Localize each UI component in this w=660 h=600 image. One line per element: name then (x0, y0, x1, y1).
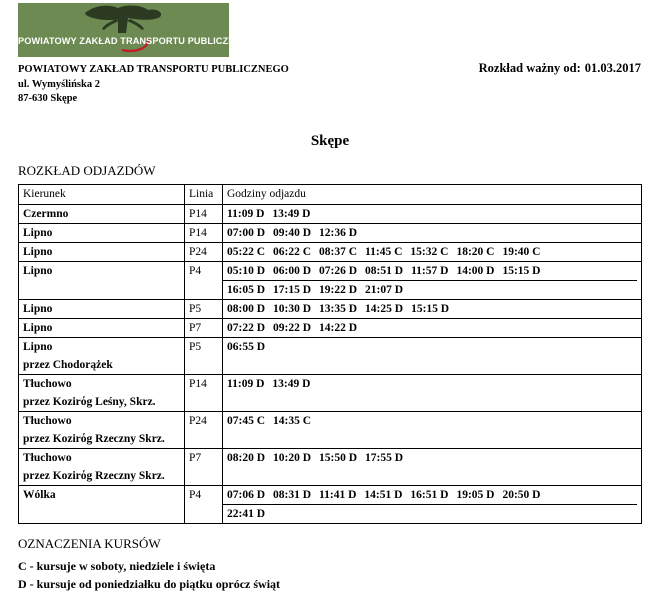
departure-time: 11:09 D (227, 378, 265, 390)
row-times (223, 243, 642, 262)
departure-time: 16:05 D (227, 284, 266, 296)
logo-text: POWIATOWY ZAKŁAD TRANSPORTU PUBLICZNEGO (18, 36, 256, 46)
departure-time: 14:25 D (365, 303, 404, 315)
departure-time: 19:22 D (319, 284, 358, 296)
departure-time: 08:31 D (273, 489, 312, 501)
departure-time: 21:07 D (365, 284, 404, 296)
departure-time: 08:00 D (227, 303, 266, 315)
departure-time: 14:35 C (273, 415, 312, 427)
row-direction (19, 243, 185, 262)
direction-name: Lipno (23, 303, 53, 315)
header-direction: Kierunek (19, 185, 185, 205)
departure-time: 07:26 D (319, 265, 358, 277)
row-direction (19, 375, 185, 412)
direction-name: Lipno (23, 227, 53, 239)
departure-time: 13:35 D (319, 303, 358, 315)
company-name: POWIATOWY ZAKŁAD TRANSPORTU PUBLICZNEGO (18, 64, 289, 75)
direction-name: Tłuchowo (23, 378, 72, 390)
row-times (223, 449, 642, 486)
departure-time: 10:20 D (273, 452, 312, 464)
row-times (223, 338, 642, 375)
table-row (19, 412, 642, 449)
row-line: P24 (185, 243, 223, 262)
time-row (227, 224, 637, 242)
departure-time: 13:49 D (272, 378, 311, 390)
company-logo (18, 3, 256, 57)
table-row (19, 243, 642, 262)
table-row (19, 300, 642, 319)
table-header-row (19, 185, 642, 205)
company-address (18, 63, 289, 107)
table-row (19, 262, 642, 300)
departure-time: 06:55 D (227, 341, 266, 353)
table-body (19, 205, 642, 524)
departure-time: 16:51 D (410, 489, 449, 501)
row-times (223, 486, 642, 524)
row-times (223, 300, 642, 319)
departure-time: 11:45 C (365, 246, 403, 258)
direction-name: Lipno (23, 341, 53, 353)
time-row (227, 243, 637, 261)
table-row (19, 449, 642, 486)
row-times (223, 205, 642, 224)
stop-title: Skępe (310, 133, 350, 149)
row-line: P5 (185, 300, 223, 319)
header-times: Godziny odjazdu (223, 185, 642, 205)
table-row (19, 205, 642, 224)
departure-time: 12:36 D (319, 227, 358, 239)
table-row (19, 338, 642, 375)
departure-time: 17:55 D (365, 452, 404, 464)
table-row (19, 375, 642, 412)
departure-time: 07:00 D (227, 227, 266, 239)
time-row (227, 412, 637, 430)
departure-time: 20:50 D (502, 489, 541, 501)
departure-time: 07:06 D (227, 489, 266, 501)
company-city: 87-630 Skępe (18, 93, 78, 104)
tree-icon (18, 3, 256, 57)
row-direction (19, 412, 185, 449)
legend (18, 557, 280, 593)
row-line: P4 (185, 486, 223, 524)
departure-time: 05:22 C (227, 246, 266, 258)
departure-table (18, 184, 642, 524)
row-direction (19, 205, 185, 224)
row-line: P14 (185, 375, 223, 412)
time-row (227, 375, 637, 393)
departure-time: 08:37 C (319, 246, 358, 258)
row-times (223, 224, 642, 243)
legend-item-c: C - kursuje w soboty, niedziele i święta (18, 559, 216, 573)
departure-time: 15:15 D (502, 265, 541, 277)
header-line: Linia (185, 185, 223, 205)
direction-via: przez Kozirόg Leśny, Skrz. (23, 396, 156, 408)
row-times (223, 375, 642, 412)
departure-time: 13:49 D (272, 208, 311, 220)
direction-name: Lipno (23, 246, 53, 258)
row-line: P4 (185, 262, 223, 300)
departure-time: 15:32 C (410, 246, 449, 258)
departure-time: 09:40 D (273, 227, 312, 239)
row-line: P5 (185, 338, 223, 375)
direction-name: Lipno (23, 322, 53, 334)
time-row (227, 449, 637, 467)
departure-time: 07:45 C (227, 415, 266, 427)
time-row (223, 504, 637, 523)
time-row (223, 280, 637, 299)
row-times (223, 412, 642, 449)
departure-time: 06:22 C (273, 246, 312, 258)
departure-time: 22:41 D (227, 508, 266, 520)
row-direction (19, 319, 185, 338)
row-direction (19, 262, 185, 300)
time-row (227, 338, 637, 356)
direction-via: przez Chodorążek (23, 359, 113, 371)
row-line: P14 (185, 224, 223, 243)
table-row (19, 486, 642, 524)
row-line: P7 (185, 319, 223, 338)
departure-time: 06:00 D (273, 265, 312, 277)
departure-time: 11:09 D (227, 208, 265, 220)
row-line: P14 (185, 205, 223, 224)
valid-label: Rozkład ważny od: (478, 61, 581, 75)
table-row (19, 224, 642, 243)
direction-name: Tłuchowo (23, 452, 72, 464)
time-row (227, 262, 637, 280)
departure-time: 15:50 D (319, 452, 358, 464)
row-direction (19, 224, 185, 243)
row-direction (19, 449, 185, 486)
departure-time: 09:22 D (273, 322, 312, 334)
departure-time: 05:10 D (227, 265, 266, 277)
departure-time: 08:20 D (227, 452, 266, 464)
row-direction (19, 300, 185, 319)
departure-time: 11:41 D (319, 489, 357, 501)
departure-time: 18:20 C (456, 246, 495, 258)
direction-via: przez Kozirόg Rzeczny Skrz. (23, 433, 165, 445)
table-row (19, 319, 642, 338)
direction-name: Wólka (23, 489, 56, 501)
departure-time: 07:22 D (227, 322, 266, 334)
validity-notice (479, 61, 641, 76)
time-row (227, 486, 637, 504)
departure-time: 19:05 D (456, 489, 495, 501)
row-line: P7 (185, 449, 223, 486)
departure-time: 15:15 D (411, 303, 450, 315)
departure-time: 17:15 D (273, 284, 312, 296)
company-street: ul. Wymyślińska 2 (18, 78, 100, 90)
departure-time: 14:22 D (319, 322, 358, 334)
row-direction (19, 338, 185, 375)
departure-time: 14:51 D (364, 489, 403, 501)
row-times (223, 319, 642, 338)
departure-time: 10:30 D (273, 303, 312, 315)
direction-name: Czermno (23, 208, 69, 220)
legend-item-d: D - kursuje od poniedziałku do piątku oprócz świąt (18, 577, 281, 591)
time-row (227, 205, 637, 223)
departure-time: 11:57 D (411, 265, 449, 277)
time-row (227, 319, 637, 337)
direction-name: Lipno (23, 265, 53, 277)
direction-via: przez Kozirόg Rzeczny Skrz. (23, 470, 165, 482)
direction-name: Tłuchowo (23, 415, 72, 427)
departure-time: 19:40 C (502, 246, 541, 258)
departures-heading: ROZKŁAD ODJAZDÓW (18, 163, 156, 178)
departure-time: 14:00 D (456, 265, 495, 277)
departure-time: 08:51 D (365, 265, 404, 277)
time-row (227, 300, 637, 318)
row-line: P24 (185, 412, 223, 449)
row-direction (19, 486, 185, 524)
row-times (223, 262, 642, 300)
valid-date: 01.03.2017 (584, 61, 641, 75)
legend-heading: OZNACZENIA KURSÓW (18, 536, 161, 551)
